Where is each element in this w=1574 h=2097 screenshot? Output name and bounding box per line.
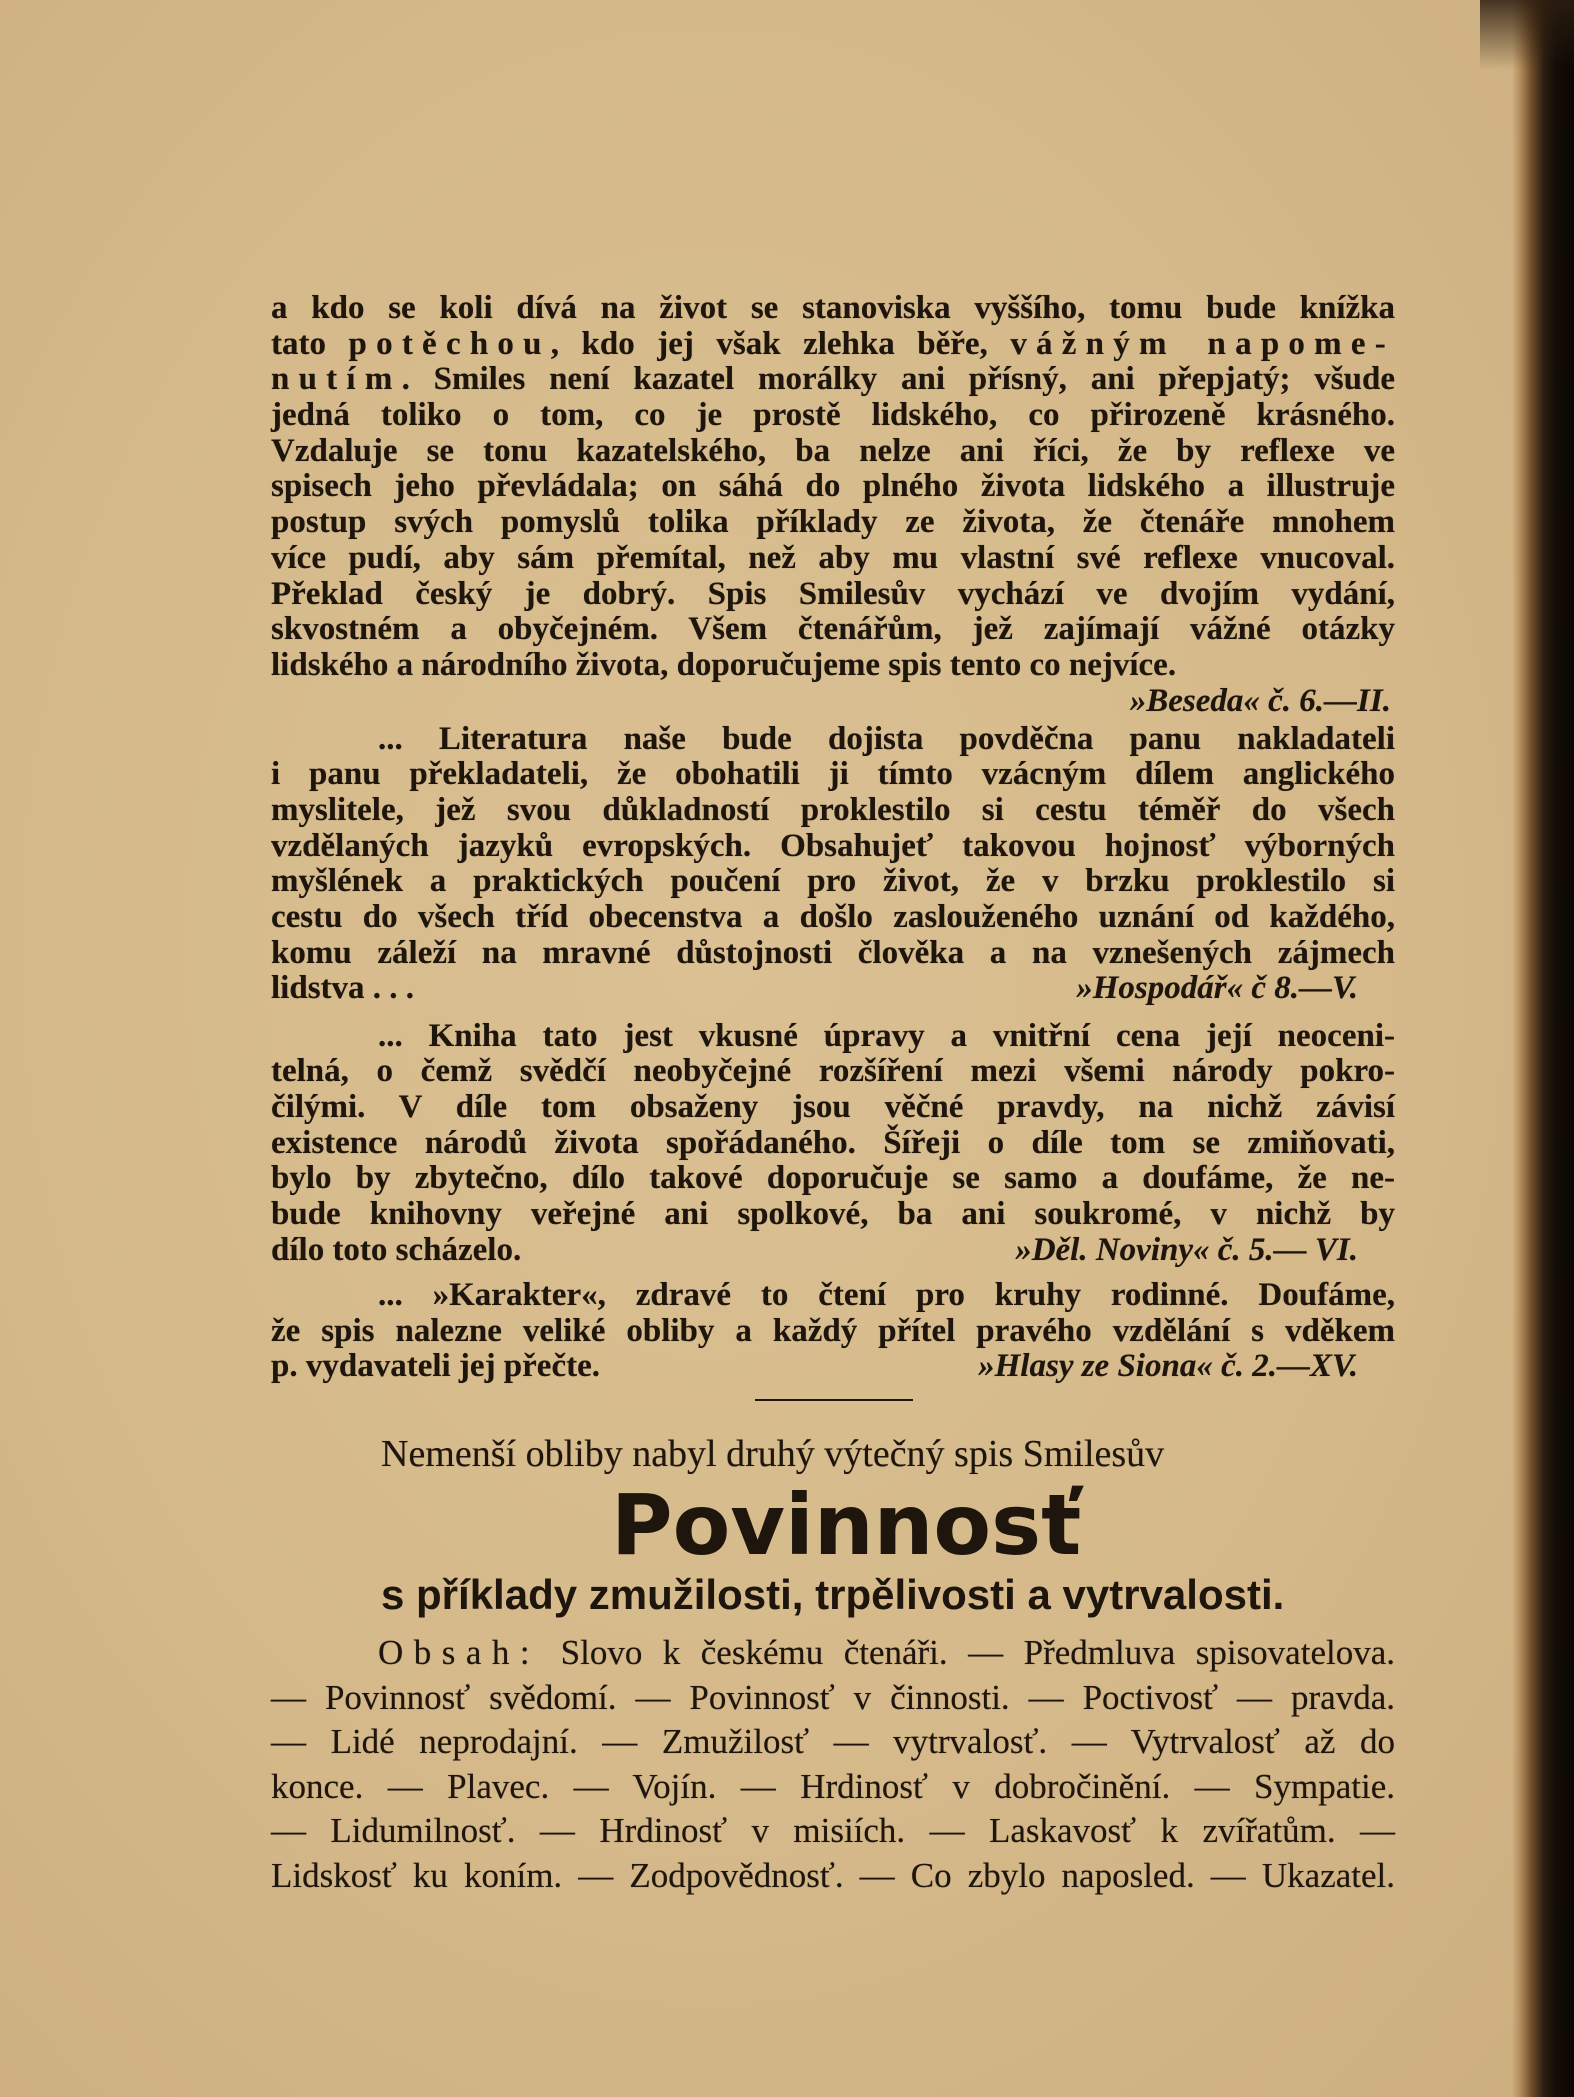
text-line: i panu překladateli, že obohatili ji tímto vzácným dílem anglického: [271, 756, 1395, 793]
source-citation: »Beseda« č. 6.—II.: [1129, 682, 1391, 719]
book-spine-edge: [1512, 0, 1574, 2097]
text-line: cestu do všech tříd obecenstva a došlo zaslouženého uznání od každého,: [271, 898, 1395, 935]
text-line: čilými. V díle tom obsaženy jsou věčné pravdy, na nichž závisí: [271, 1088, 1395, 1125]
text-segment: , kdo jej však zlehka běře,: [550, 325, 1011, 362]
review-beseda: [271, 291, 1395, 719]
source-citation: »Děl. Noviny« č. 5.— VI.: [1015, 1231, 1358, 1268]
text-line: myšlének a praktických poučení pro život, že v brzku proklestilo si: [271, 863, 1395, 900]
announcement-intro: Nemenší obliby nabyl druhý výtečný spis Smilesův: [381, 1433, 1165, 1475]
text-line-last: lidského a národního života, doporučujeme spis tento co nejvíce.: [271, 646, 1177, 683]
text-segment: tato: [271, 325, 349, 362]
text-line: Vzdaluje se tonu kazatelského, ba nelze ani říci, že by reflexe ve: [271, 432, 1395, 469]
text-line: ... Literatura naše bude dojista povděčna panu nakladateli: [378, 720, 1395, 757]
source-citation: »Hospodář« č 8.—V.: [1076, 970, 1358, 1007]
text-line: více pudí, aby sám přemítal, než aby mu vlastní své reflexe vnucoval.: [271, 539, 1395, 576]
text-line: že spis nalezne veliké obliby a každý přítel pravého vzdělání s vděkem: [271, 1312, 1395, 1349]
text-line: a kdo se koli dívá na život se stanoviska vyššího, tomu bude knížka: [271, 290, 1395, 326]
emphasis-spaced: potěchou: [348, 325, 551, 362]
section-divider: [755, 1399, 913, 1401]
text-line: vzdělaných jazyků evropských. Obsahujeť takovou hojnosť výborných: [271, 827, 1395, 864]
book-subtitle: s příklady zmužilosti, trpělivosti a vytrvalosti.: [381, 1571, 1285, 1618]
contents-line: — Lidé neprodajní. — Zmužilosť — vytrvalosť. — Vytrvalosť až do: [271, 1722, 1395, 1762]
text-segment: . Smiles není kazatel morálky ani přísný, ani přepjatý; všude: [401, 361, 1395, 398]
text-line: bude knihovny veřejné ani spolkové, ba ani soukromé, v nichž by: [271, 1195, 1395, 1232]
review-hospodar: [271, 722, 1395, 1008]
text-line: komu záleží na mravné důstojnosti člověka a na vznešených zájmech: [271, 934, 1395, 971]
text-line: [271, 327, 1395, 363]
emphasis-spaced: vážným napome-: [1010, 325, 1396, 362]
contents-line: [271, 1631, 1395, 1676]
text-line: Překlad český je dobrý. Spis Smilesův vychází ve dvojím vydání,: [271, 575, 1395, 612]
contents-label: Obsah:: [378, 1633, 541, 1672]
text-line: ... »Karakter«, zdravé to čtení pro kruhy rodinné. Doufáme,: [378, 1277, 1395, 1313]
text-segment: dílo toto scházelo.: [271, 1231, 522, 1268]
text-line-last: [271, 1349, 1395, 1385]
review-delnicke-noviny: [271, 1019, 1395, 1269]
text-line-last: [271, 971, 1395, 1007]
contents-line: — Povinnosť svědomí. — Povinnosť v činnosti. — Poctivosť — pravda.: [271, 1677, 1395, 1717]
text-line: myslitele, jež svou důkladností proklestilo si cestu téměř do všech: [271, 791, 1395, 828]
text-line: [271, 362, 1395, 398]
contents-line: Lidskosť ku koním. — Zodpovědnosť. — Co zbylo naposled. — Ukazatel.: [271, 1855, 1395, 1895]
emphasis-spaced: nutím: [271, 361, 402, 398]
text-line: jedná toliko o tom, co je prostě lidského, co přirozeně krásného.: [271, 397, 1395, 434]
text-line: spisech jeho převládala; on sáhá do plného života lidského a illustruje: [271, 468, 1395, 505]
review-hlasy-ze-siona: [271, 1278, 1395, 1385]
text-line: bylo by zbytečno, dílo takové doporučuje se samo a doufáme, že ne-: [271, 1160, 1395, 1197]
table-of-contents: [271, 1631, 1395, 1899]
text-segment: Slovo k českému čtenáři. — Předmluva spisovatelova.: [540, 1633, 1395, 1672]
source-citation: »Hlasy ze Siona« č. 2.—XV.: [978, 1348, 1358, 1385]
text-line: existence národů života spořádaného. Šířeji o díle tom se zmiňovati,: [271, 1124, 1395, 1161]
contents-line: konce. — Plavec. — Vojín. — Hrdinosť v dobročinění. — Sympatie.: [271, 1766, 1395, 1806]
text-line: skvostném a obyčejném. Všem čtenářům, jež zajímají vážné otázky: [271, 611, 1395, 648]
text-line-last: [271, 1233, 1395, 1269]
text-line: ... Kniha tato jest vkusné úpravy a vnitřní cena její neoceni-: [378, 1017, 1395, 1054]
contents-line: — Lidumilnosť. — Hrdinosť v misiích. — Laskavosť k zvířatům. —: [271, 1811, 1395, 1851]
text-segment: p. vydavateli jej přečte.: [271, 1348, 600, 1385]
page-corner-shadow: [1480, 0, 1574, 70]
text-line: postup svých pomyslů tolika příklady ze života, že čtenáře mnohem: [271, 504, 1395, 541]
text-line: telná, o čemž svědčí neobyčejné rozšíření mezi všemi národy pokro-: [271, 1053, 1395, 1090]
book-title: Povinnosť: [611, 1476, 1082, 1574]
text-segment: lidstva . . .: [271, 970, 415, 1007]
